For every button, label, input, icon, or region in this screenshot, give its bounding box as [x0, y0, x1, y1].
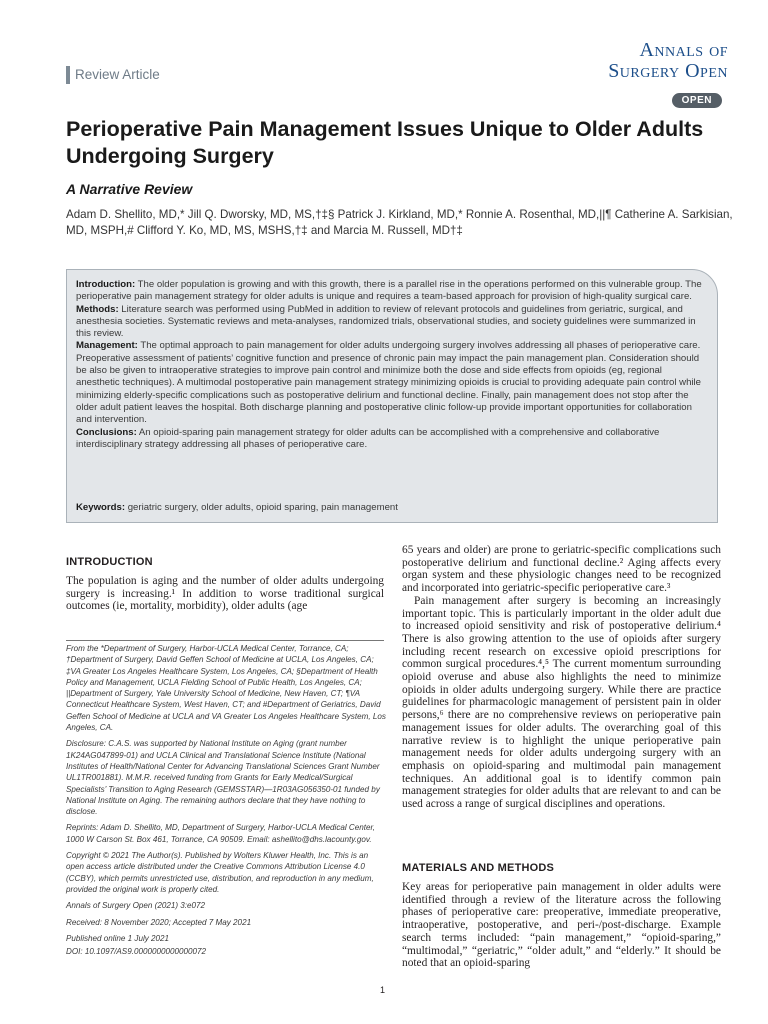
methods-paragraph: Key areas for perioperative pain management in older adults were identified through a review of the literature across the following phases of perioperative care: preoperative, immediate preoperative, intraoperative, postoperative, and peri-/post-discharge. Example search terms included: “pain management,” “opioid-sparing,” “multimodal,” “geriatric,” “older adult,” and “elderly.” It should be noted that an opioid-sparing	[402, 881, 721, 970]
journal-name-line2: Surgery Open	[608, 60, 728, 82]
abstract-label: Conclusions:	[76, 426, 137, 438]
body-paragraph: Pain management after surgery is becoming an increasingly important topic. This is particularly important in the older adult due to increased opioid sensitivity and risk of postoperative delirium.⁴ There is also growing attention to the use of opioids after surgery including recent research on excessive opioid prescriptions for common surgical procedures.⁴,⁵ The current momentum surrounding opioid overuse and abuse also highlights the need to minimize opioids in older adults undergoing surgery. While there are practice guidelines for pharmacologic management of persistent pain in older persons,⁶ there are no comprehensive reviews on perioperative pain management issues for older adults. The overarching goal of this narrative review is to highlight the unique perioperative pain management needs for older adults undergoing surgery with an emphasis on opioid-sparing and multimodal pain management techniques. An additional goal is to identify common pain management strategies for older adults that are relevant to and can be used across a range of surgical disciplines and operations.	[402, 594, 721, 811]
abstract-box	[66, 269, 718, 523]
body-paragraph: 65 years and older) are prone to geriatric-specific complications such postoperative delirium and functional decline.² Aging affects every organ system and these physiologic changes need to be recognized and incorporated into geriatric-specific perioperative care.³	[402, 544, 721, 595]
journal-logo	[608, 40, 728, 81]
article-subtitle: A Narrative Review	[66, 181, 193, 197]
abstract-conclusions	[76, 427, 708, 452]
footnote-reprints: Reprints: Adam D. Shellito, MD, Department of Surgery, Harbor-UCLA Medical Center, 1000 W Carson St. Box 461, Torrance, CA 90509. Email: ashellito@dhs.lacounty.gov.	[66, 823, 376, 844]
methods-heading: MATERIALS AND METHODS	[402, 862, 555, 874]
abstract-label: Management:	[76, 340, 138, 352]
article-title: Perioperative Pain Management Issues Unique to Older Adults Undergoing Surgery	[66, 117, 704, 168]
footnote-received: Received: 8 November 2020; Accepted 7 May 2021	[66, 917, 252, 927]
footnote-copyright: Copyright © 2021 The Author(s). Published by Wolters Kluwer Health, Inc. This is an open access article distributed under the Creative Commons Attribution License 4.0 (CCBY), which permits unrestricted use, distribution, and reproduction in any medium, provided the original work is properly cited.	[66, 851, 374, 894]
abstract-methods	[76, 304, 708, 341]
abstract-keywords	[76, 502, 398, 514]
keywords-label: Keywords:	[76, 502, 126, 513]
abstract-text: The optimal approach to pain management for older adults undergoing surgery involves addressing all phases of perioperative care. Preoperative assessment of patients’ cognitive function and presence of chronic pain may impact the pain management plan. Consideration should be also be given to intraoperative strategies to improve pain control and minimize both the dose and side effects from opioids (eg, regional anesthetic techniques). A multimodal postoperative pain management strategy minimizing opioids is crucial to providing adequate pain control while minimizing elderly-specific complications such as postoperative delirium and functional decline. Finally, pain management does not stop after the older adult patient leaves the hospital. Both discharge planning and postoperative clinic follow-up provide important opportunities for collaboration and intervention.	[76, 340, 702, 426]
footnote-affiliations: From the *Department of Surgery, Harbor-UCLA Medical Center, Torrance, CA; †Department of Surgery, David Geffen School of Medicine at UCLA, Los Angeles, CA; ‡VA Greater Los Angeles Healthcare System, Los Angeles, CA; §Department of Health Policy and Management, UCLA Fielding School of Public Health, Los Angeles, CA; ||Department of Surgery, Yale University School of Medicine, New Haven, CT; ¶VA Connecticut Healthcare System, West Haven, CT; and #Department of Geriatrics, David Geffen School of Medicine at UCLA and VA Greater Los Angeles Healthcare System, Los Angeles, CA.	[66, 644, 386, 733]
keywords-text: geriatric surgery, older adults, opioid sparing, pain management	[125, 502, 398, 513]
introduction-heading: INTRODUCTION	[66, 556, 153, 568]
introduction-body	[66, 575, 384, 613]
footnotes	[66, 643, 386, 962]
section-accent-bar	[66, 66, 70, 84]
abstract-label: Methods:	[76, 303, 119, 315]
open-access-badge: OPEN	[672, 93, 722, 108]
methods-body	[402, 881, 721, 970]
footnote-published: Published online 1 July 2021	[66, 933, 170, 943]
abstract-management	[76, 340, 708, 426]
abstract-text: The older population is growing and with this growth, there is a parallel rise in the operations performed on this vulnerable group. The perioperative pain management strategy for older adults is unique and requires a team-based approach for provision of high-quality surgical care.	[76, 279, 702, 303]
abstract-text: An opioid-sparing pain management strategy for older adults can be accomplished with a comprehensive and collaborative interdisciplinary strategy addressing all phases of perioperative care.	[76, 426, 660, 450]
footnote-doi: DOI: 10.1097/AS9.0000000000000072	[66, 947, 206, 957]
footnote-divider	[66, 640, 384, 641]
introduction-paragraph: The population is aging and the number of older adults undergoing surgery is increasing.¹ In addition to worse traditional surgical outcomes (ie, mortality, morbidity), older adults (age	[66, 575, 384, 613]
page-number: 1	[380, 985, 386, 995]
abstract-introduction	[76, 279, 708, 304]
footnote-disclosure: Disclosure: C.A.S. was supported by National Institute on Aging (grant number 1K24AG047899-01) and UCLA Clinical and Translational Science Institute (National Institutes of Health/National Center for Advancing Translational Sciences Grant Number UL1TR001881). M.M.R. received funding from Grants for Early Medical/Surgical Specialists’ Transition to Aging Research (GEMSSTAR)—1R03AG056350-01 funded by National Institute on Aging. The remaining authors declare that they have nothing to disclose.	[66, 739, 380, 817]
abstract-text: Literature search was performed using PubMed in addition to review of relevant protocols and guidelines from geriatric, surgical, and anesthesia societies. Systematic reviews and meta-analyses, randomized trials, observational studies, and society guidelines were summarized in this review.	[76, 303, 696, 340]
right-column-body	[402, 544, 721, 811]
journal-name-line1: Annals of	[639, 39, 728, 61]
section-label: Review Article	[75, 67, 160, 82]
abstract-label: Introduction:	[76, 279, 136, 290]
footnote-citation: Annals of Surgery Open (2021) 3:e072	[66, 901, 206, 911]
author-list: Adam D. Shellito, MD,* Jill Q. Dworsky, MD, MS,†‡§ Patrick J. Kirkland, MD,* Ronnie A. Rosenthal, MD,||¶ Catherine A. Sarkisian, MD, MSPH,# Clifford Y. Ko, MD, MS, MSHS,†‡ and Marcia M. Russell, MD†‡	[66, 208, 733, 237]
